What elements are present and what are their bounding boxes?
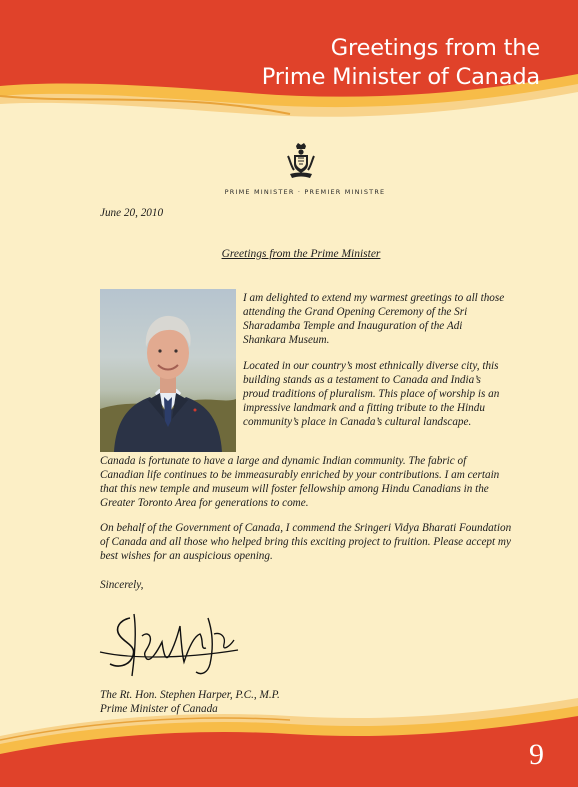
handwritten-signature bbox=[96, 606, 246, 686]
letter-closing: Sincerely, bbox=[100, 579, 144, 591]
office-title-line: PRIME MINISTER · PREMIER MINISTRE bbox=[224, 188, 386, 196]
letter-paragraph: Canada is fortunate to have a large and dynamic Indian community. The fabric of Canadian life continues to be immeasurably enriched by your contributions. I am certain that this new temple and museum will foster fellowship among Hindu Canadians in the Greater Toronto Area for generations to come. bbox=[100, 455, 500, 509]
header-title-line-1: Greetings from the bbox=[330, 35, 540, 61]
letter-paragraph: Located in our country’s most ethnically diverse city, this building stands as a testament to Canada and India’s proud traditions of pluralism. This place of worship is an impressive landmark and a fitting tribute to the Hindu community’s place in Canada’s cultural landscape. bbox=[243, 360, 500, 428]
letter-paragraph: I am delighted to extend my warmest greetings to all those attending the Grand Opening Ceremony of the Sri Sharadamba Temple and Inauguration of the Adi Shankara Museum. bbox=[243, 292, 505, 346]
header-title bbox=[262, 34, 540, 92]
signer-title: Prime Minister of Canada bbox=[100, 703, 218, 715]
letter-subject: Greetings from the Prime Minister bbox=[221, 248, 381, 260]
canadian-coat-of-arms-icon bbox=[286, 142, 316, 180]
signer-name: The Rt. Hon. Stephen Harper, P.C., M.P. bbox=[100, 689, 280, 701]
header-title-line-2: Prime Minister of Canada bbox=[261, 64, 540, 90]
letter-paragraph: On behalf of the Government of Canada, I commend the Sringeri Vidya Bharati Foundation of Canada and all those who helped bring this exciting project to fruition. Please accept my best wishes for an auspicious opening. bbox=[100, 522, 512, 562]
letter-date: June 20, 2010 bbox=[100, 207, 164, 219]
page-number: 9 bbox=[529, 738, 544, 771]
prime-minister-photo bbox=[100, 289, 236, 452]
footer-wave-band bbox=[0, 692, 578, 787]
